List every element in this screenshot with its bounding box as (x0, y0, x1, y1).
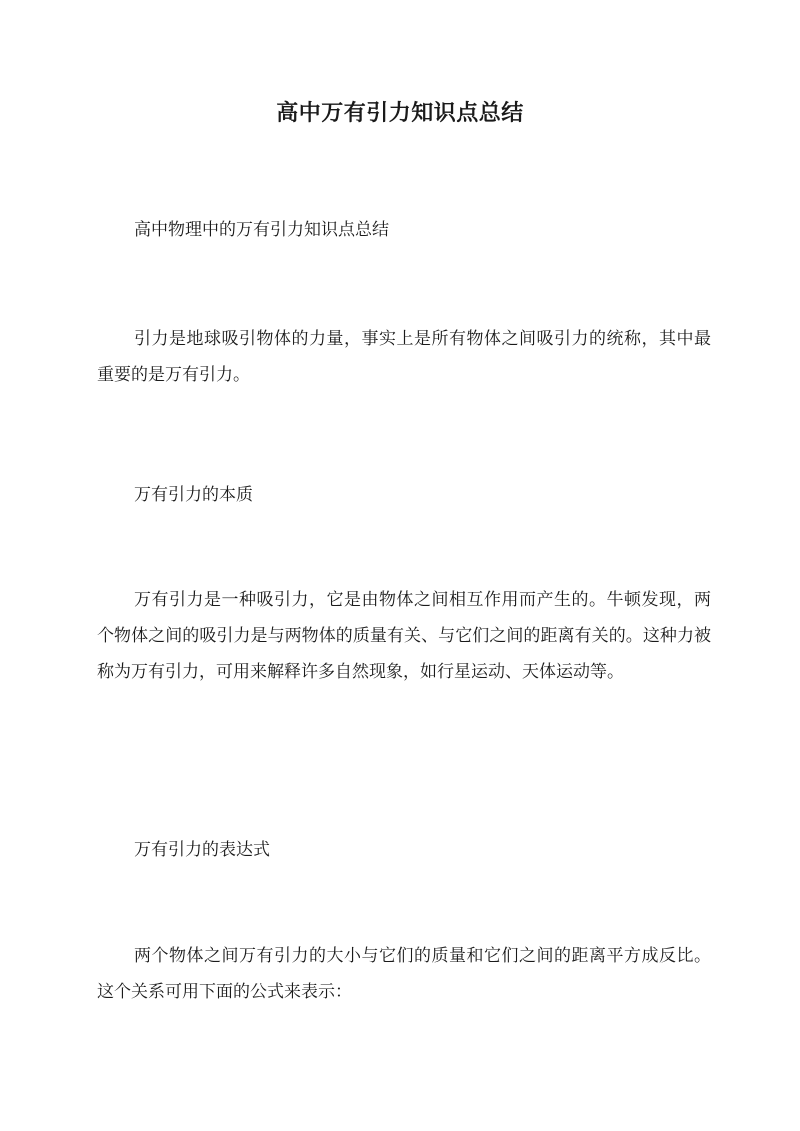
subtitle-paragraph: 高中物理中的万有引力知识点总结 (134, 220, 389, 240)
expression-paragraph: 两个物体之间万有引力的大小与它们的质量和它们之间的距离平方成反比。这个关系可用下面的公式来表示： (97, 946, 711, 1002)
essence-paragraph: 万有引力是一种吸引力，它是由物体之间相互作用而产生的。牛顿发现，两个物体之间的吸引力是与两物体的质量有关、与它们之间的距离有关的。这种力被称为万有引力，可用来解释许多自然现象，如行星运动、天体运动等。 (97, 590, 711, 682)
section-heading-essence: 万有引力的本质 (134, 485, 253, 505)
document-title: 高中万有引力知识点总结 (276, 100, 524, 126)
section-heading-expression: 万有引力的表达式 (134, 840, 270, 860)
intro-paragraph: 引力是地球吸引物体的力量，事实上是所有物体之间吸引力的统称，其中最重要的是万有引力。 (97, 329, 711, 385)
